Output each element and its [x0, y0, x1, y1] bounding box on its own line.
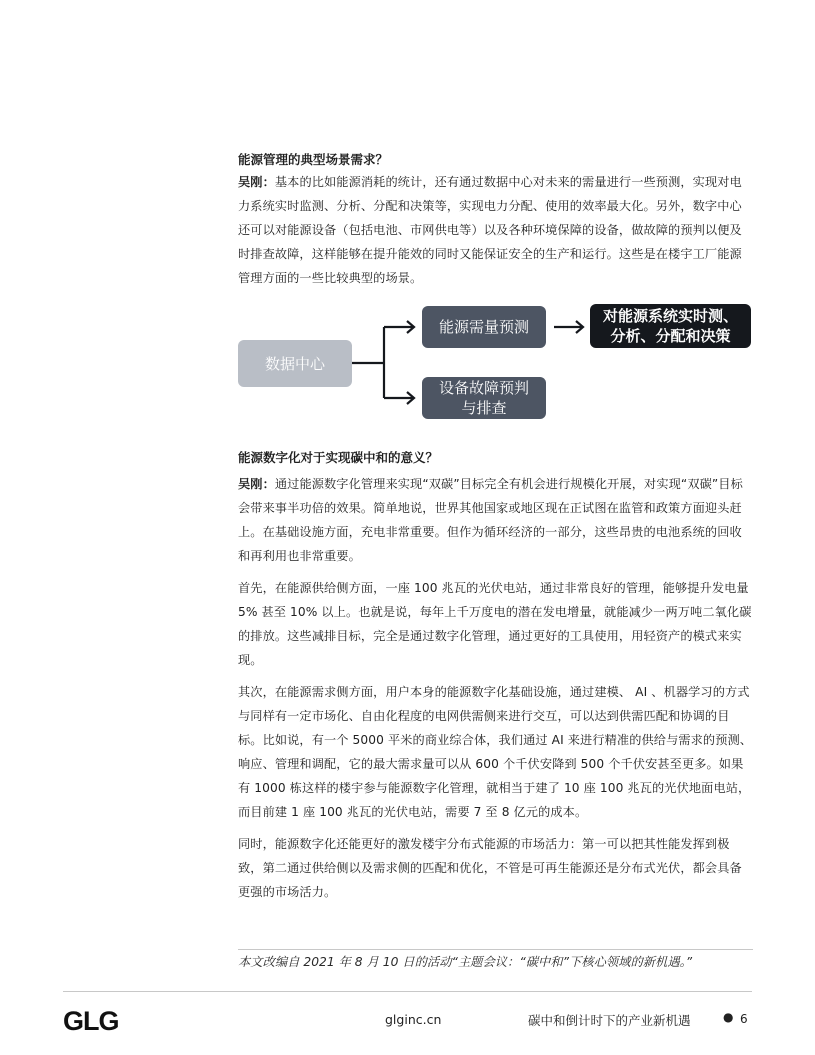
paragraph-text: 基本的比如能源消耗的统计，还有通过数据中心对未来的需量进行一些预测，实现对电力系统实时监测、分析、分配和决策等，实现电力分配、使用的效率最大化。另外，数字中心还可以对能源设备（包括电池、市网供电等）以及各种环境保障的设备，做故障的预判以便及时排查故障，这样能够在提升能效的同时又能保证安全的生产和运行。这些是在楼宇工厂能源管理方面的一些比较典型的场景。 — [238, 175, 742, 285]
section-heading-carbon-neutrality: 能源数字化对于实现碳中和的意义？ — [238, 450, 439, 465]
fault-label-line-2: 与排查 — [461, 399, 507, 417]
fault-prediction-box — [422, 377, 546, 419]
footer-url[interactable]: glginc.cn — [385, 1012, 442, 1027]
bullet-dot-icon: ● — [723, 1010, 734, 1024]
paragraph — [238, 472, 753, 568]
system-monitoring-box — [590, 304, 751, 348]
main-content — [238, 150, 753, 972]
system-label-line-1: 对能源系统实时测、 — [602, 307, 738, 325]
paragraph-text: 通过能源数字化管理来实现“双碳”目标完全有机会进行规模化开展，对实现“双碳”目标会带来事半功倍的效果。简单地说，世界其他国家或地区现在正试图在监管和政策方面迎头赶上。在基础设施方面，充电非常重要。但作为循环经济的一部分，这些昂贵的电池系统的回收和再利用也非常重要。 — [238, 477, 743, 563]
paragraph: 同时，能源数字化还能更好的激发楼宇分布式能源的市场活力：第一可以把其性能发挥到极致，第二通过供给侧以及需求侧的匹配和优化，不管是可再生能源还是分布式光伏，都会具备更强的市场活力。 — [238, 837, 742, 899]
flow-diagram — [238, 304, 753, 434]
paragraph: 其次，在能源需求侧方面，用户本身的能源数字化基础设施，通过建模、 AI 、机器学习的方式与同样有一定市场化、自由化程度的电网供需侧来进行交互，可以达到供需匹配和协调的目标。比如说，有一个 5000 平米的商业综合体，我们通过 AI 来进行精准的供给与需求的预测、响应、管理和调配，它的最大需求量可以从 600 个千伏安降到 500 个千伏安甚至更多。如果有 1000 栋这样的楼宇参与能源数字化管理，就相当于建了 10 座 100 兆瓦的光伏地面电站，而目前建 1 座 100 兆瓦的光伏电站，需要 7 至 8 亿元的成本。 — [238, 685, 753, 819]
footer-divider — [63, 991, 752, 992]
glg-logo: GLG — [63, 1006, 119, 1036]
system-label-line-2: 分析、分配和决策 — [610, 327, 731, 345]
data-center-box — [238, 340, 352, 387]
speaker-label: 吴刚： — [238, 175, 275, 189]
fault-label-line-1: 设备故障预判 — [438, 379, 529, 397]
data-center-label: 数据中心 — [264, 354, 325, 373]
section-heading-energy-management: 能源管理的典型场景需求？ — [238, 152, 389, 167]
footnote: 本文改编自 2021 年 8 月 10 日的活动“主题会议：“碳中和”下核心领域的新机遇。” — [238, 955, 693, 969]
page-number: 6 — [740, 1012, 748, 1026]
demand-forecast-box — [422, 306, 546, 348]
footer-title: 碳中和倒计时下的产业新机遇 — [528, 1013, 691, 1028]
paragraph: 首先，在能源供给侧方面，一座 100 兆瓦的光伏电站，通过非常良好的管理，能够提升发电量 5% 甚至 10% 以上。也就是说，每年上千万度电的潜在发电增量，就能减少一两万吨二氧化碳的排放。这些减排目标，完全是通过数字化管理，通过更好的工具使用，用轻资产的模式来实现。 — [238, 581, 752, 667]
demand-forecast-label: 能源需量预测 — [438, 318, 529, 336]
speaker-label: 吴刚： — [238, 477, 275, 491]
paragraph — [238, 170, 753, 290]
system-monitoring-label — [603, 306, 738, 346]
fault-prediction-label — [439, 378, 529, 418]
